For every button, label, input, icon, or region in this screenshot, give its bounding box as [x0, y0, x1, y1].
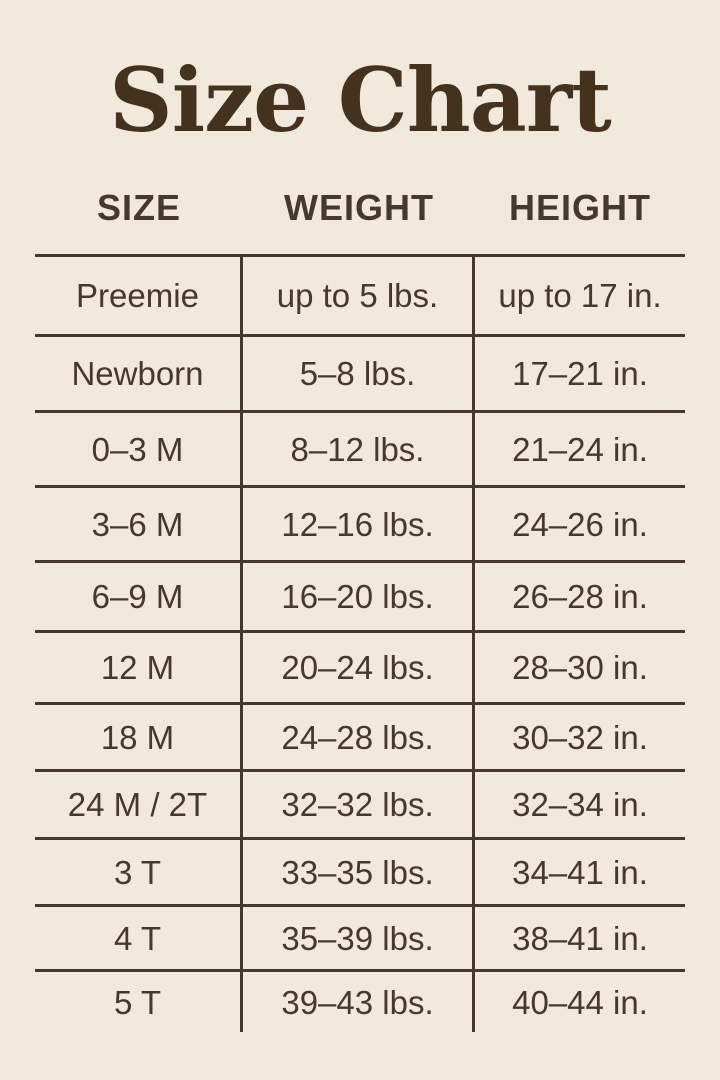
- table-row: [35, 488, 685, 563]
- cell-weight: 20–24 lbs.: [243, 633, 475, 702]
- cell-size: 18 M: [35, 705, 243, 769]
- header-cell-size: SIZE: [96, 187, 181, 228]
- table-row: [35, 907, 685, 972]
- cell-weight: 33–35 lbs.: [243, 840, 475, 904]
- table-row: [35, 413, 685, 488]
- header-cell-weight: WEIGHT: [284, 187, 434, 228]
- cell-size: 24 M / 2T: [35, 772, 243, 837]
- cell-height: 26–28 in.: [512, 578, 648, 615]
- cell-height: 24–26 in.: [512, 505, 648, 543]
- cell-weight: 32–32 lbs.: [243, 772, 475, 837]
- table-row: [35, 972, 685, 1032]
- cell-weight: 5–8 lbs.: [243, 337, 475, 410]
- table-row: [35, 840, 685, 907]
- table-row: [35, 563, 685, 633]
- cell-size: 5 T: [35, 972, 243, 1032]
- cell-size: 3 T: [35, 840, 243, 904]
- cell-height: 30–32 in.: [512, 718, 648, 756]
- cell-height: up to 17 in.: [498, 277, 662, 314]
- table-row: [35, 633, 685, 705]
- cell-height: 32–34 in.: [512, 786, 648, 823]
- size-table: [35, 150, 685, 1032]
- cell-size: 4 T: [35, 907, 243, 969]
- cell-weight: up to 5 lbs.: [243, 257, 475, 334]
- cell-size: 6–9 M: [35, 563, 243, 630]
- table-row: [35, 257, 685, 337]
- cell-size: 12 M: [35, 633, 243, 702]
- table-row: [35, 337, 685, 413]
- cell-weight: 39–43 lbs.: [243, 972, 475, 1032]
- header-cell-height: HEIGHT: [508, 187, 651, 228]
- table-header-row: [35, 150, 685, 257]
- cell-weight: 8–12 lbs.: [243, 413, 475, 485]
- cell-height: 28–30 in.: [512, 649, 648, 686]
- cell-height: 17–21 in.: [512, 355, 648, 392]
- table-body: [35, 257, 685, 1032]
- cell-height: 21–24 in.: [512, 430, 648, 468]
- cell-weight: 35–39 lbs.: [243, 907, 475, 969]
- cell-height: 40–44 in.: [512, 983, 648, 1021]
- cell-size: 0–3 M: [35, 413, 243, 485]
- cell-size: 3–6 M: [35, 488, 243, 560]
- page-title: Size Chart: [109, 48, 611, 152]
- table-row: [35, 705, 685, 772]
- cell-height: 34–41 in.: [512, 853, 648, 891]
- cell-size: Preemie: [35, 257, 243, 334]
- table-row: [35, 772, 685, 840]
- cell-height: 38–41 in.: [512, 919, 648, 957]
- cell-size: Newborn: [35, 337, 243, 410]
- cell-weight: 24–28 lbs.: [243, 705, 475, 769]
- cell-weight: 16–20 lbs.: [243, 563, 475, 630]
- cell-weight: 12–16 lbs.: [243, 488, 475, 560]
